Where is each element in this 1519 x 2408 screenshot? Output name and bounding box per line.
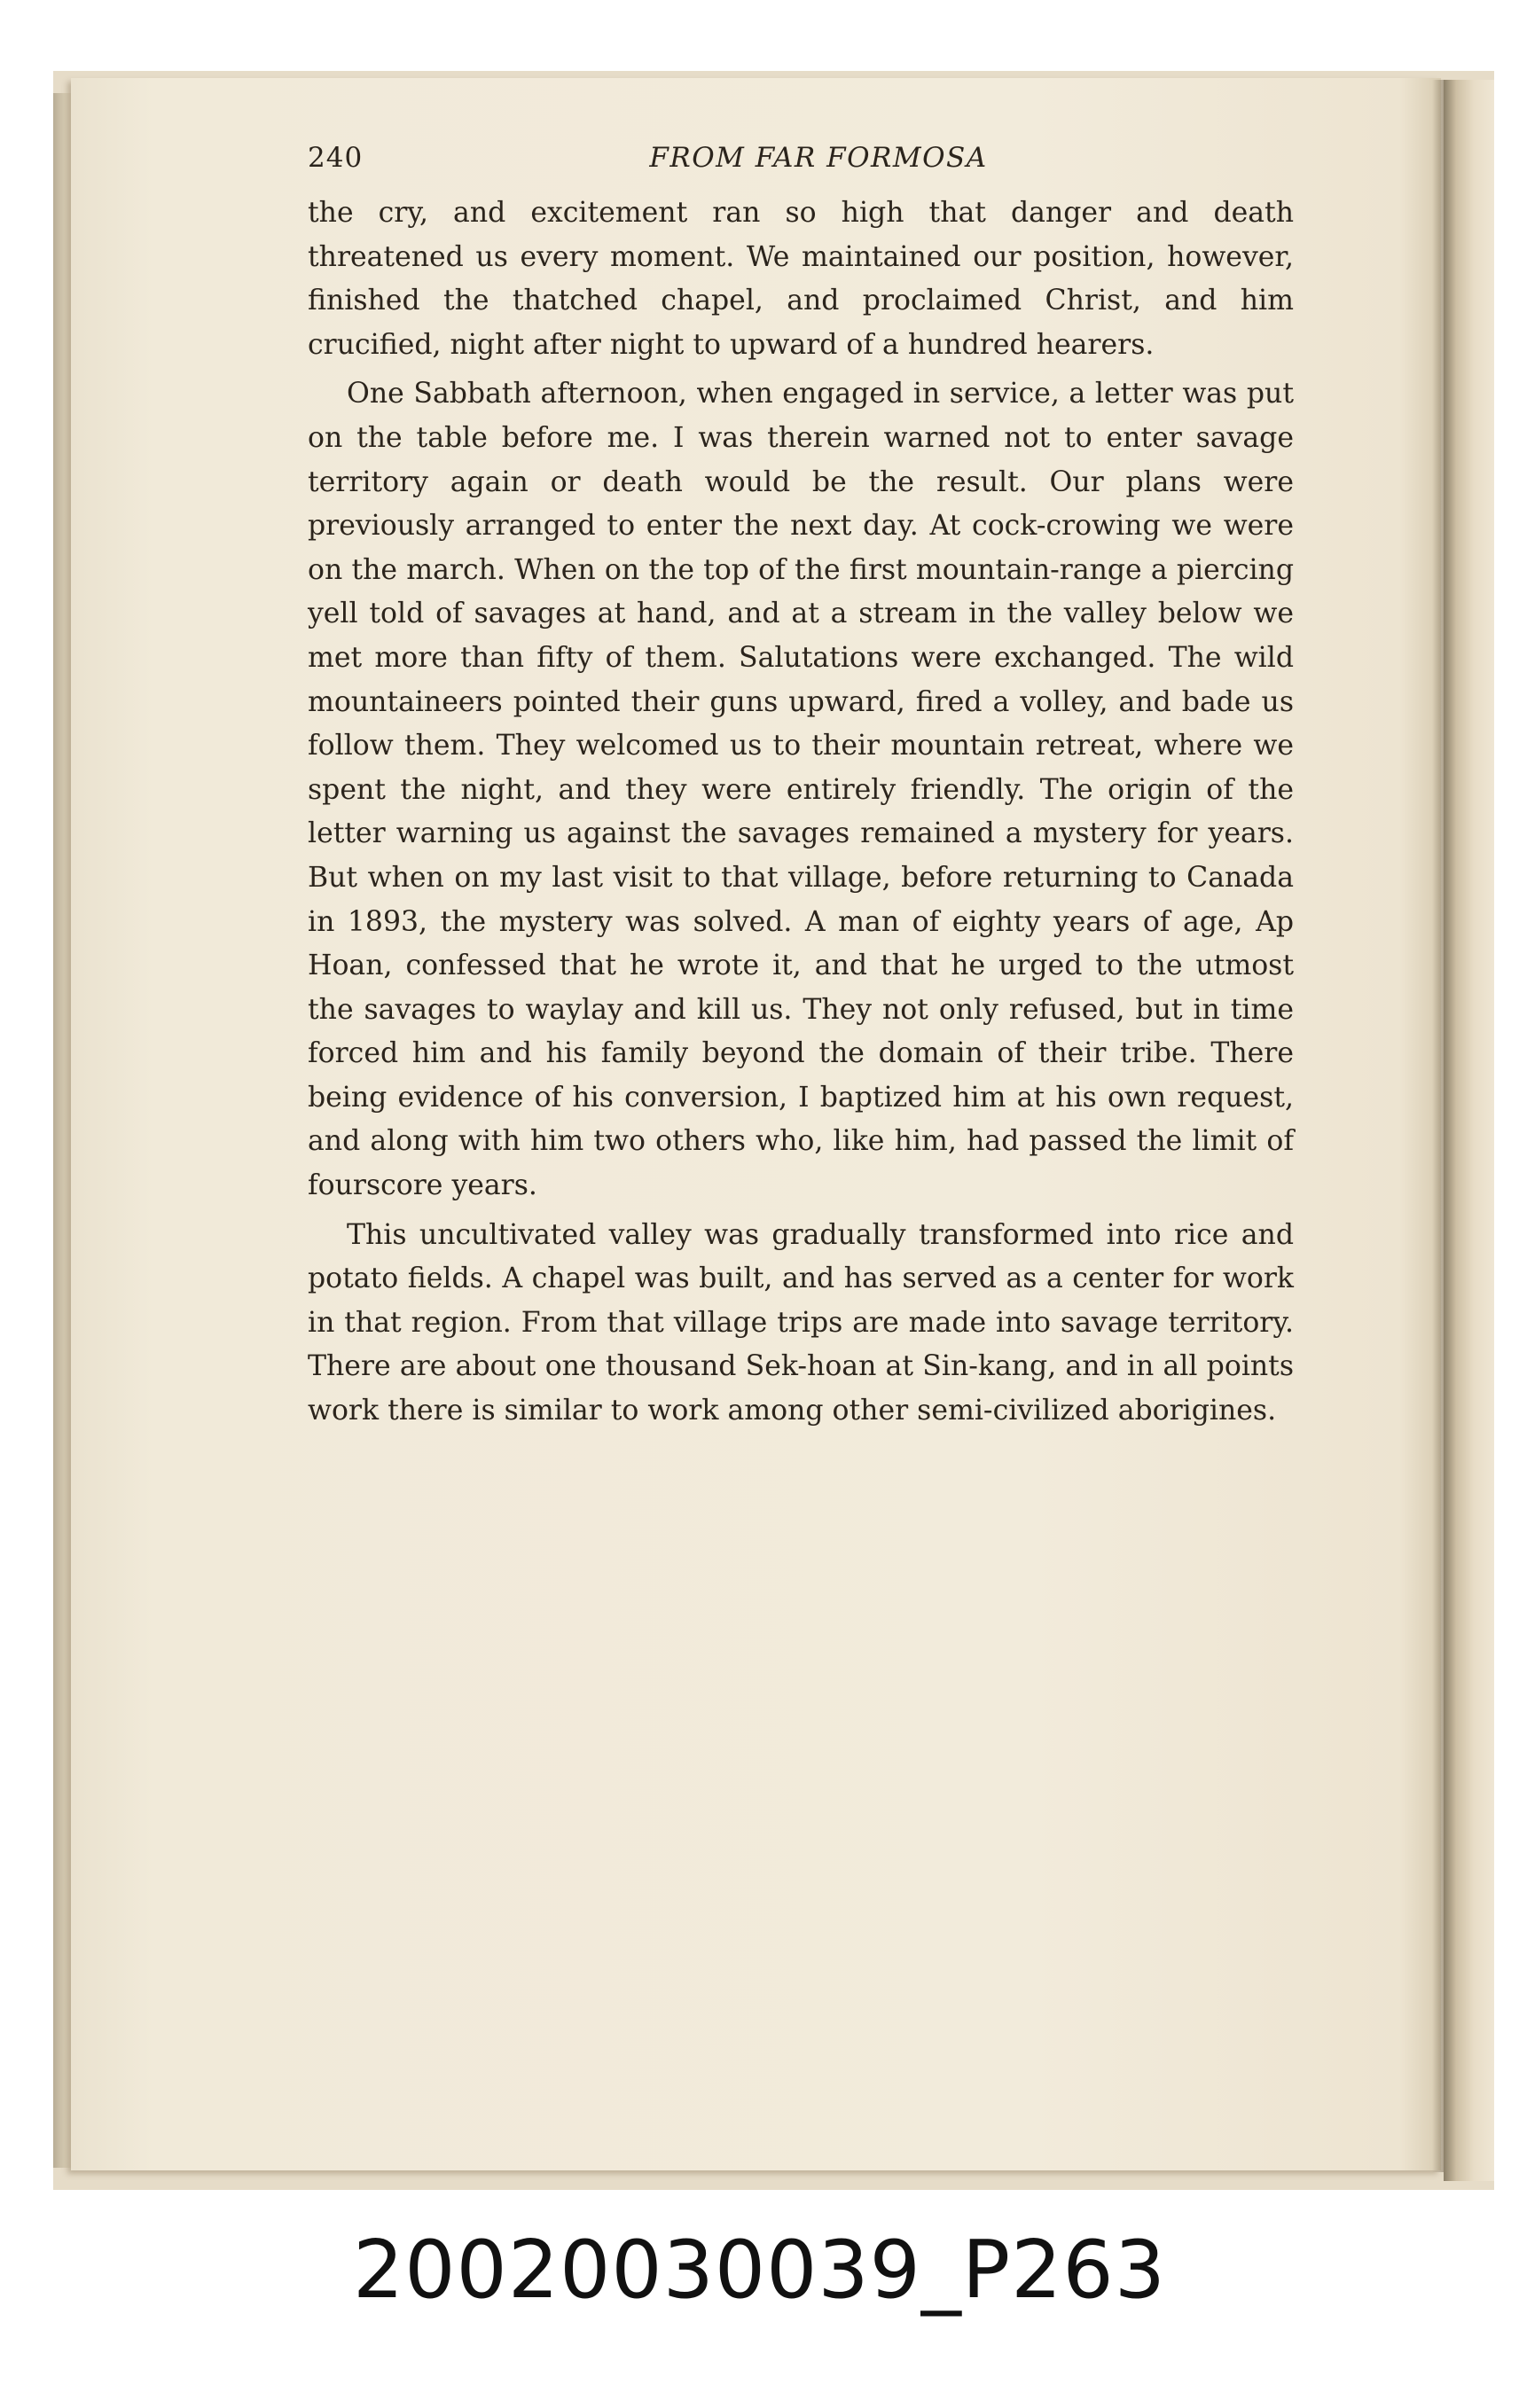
page-text-block [308,142,1294,1434]
paragraph-letter-warning: One Sabbath afternoon, when engaged in service, a letter was put on the table before me. I was therein warned not to enter savage territory again or death would be the result. Our plans were previously arranged to enter the next day. At cock-crowing we were on the march. When on the top of the first mountain-range a piercing yell told of savages at hand, and at a stream in the valley below we met more than fifty of them. Salutations were exchanged. The wild mountaineers pointed their guns upward, fired a volley, and bade us follow them. They welcomed us to their mountain retreat, where we spent the night, and they were entirely friendly. The origin of the letter warning us against the savages remained a mystery for years. But when on my last visit to that village, before returning to Canada in 1893, the mystery was solved. A man of eighty years of age, Ap Hoan, confessed that he wrote it, and that he urged to the utmost the savages to waylay and kill us. They not only refused, but in time forced him and his family beyond the domain of their tribe. There being evidence of his conversion, I baptized him at his own request, and along with him two others who, like him, had passed the limit of fourscore years. [308,378,1294,1202]
running-head [308,142,1294,192]
paragraph-valley-transformed: This uncultivated valley was gradually transformed into rice and potato fields. A chapel was built, and has served as a center for work in that region. From that village trips are made into savage territory. There are about one thousand Sek-hoan at Sin-kang, and in all points work there is similar to work among other semi-civilized aborigines. [308,1218,1294,1427]
running-title: FROM FAR FORMOSA [649,142,988,174]
paragraph-continued: the cry, and excitement ran so high that danger and death threatened us every moment. We maintained our position, however, finished the thatched chapel, and proclaimed Christ, and him crucified, night after night to upward of a hundred hearers. [308,197,1294,361]
page-edge-left [53,93,73,2168]
catalog-id-label: 20020030039_P263 [353,2224,1166,2317]
page-number: 240 [308,142,364,174]
body-text [308,192,1294,1434]
facing-page-edge [1444,80,1494,2181]
